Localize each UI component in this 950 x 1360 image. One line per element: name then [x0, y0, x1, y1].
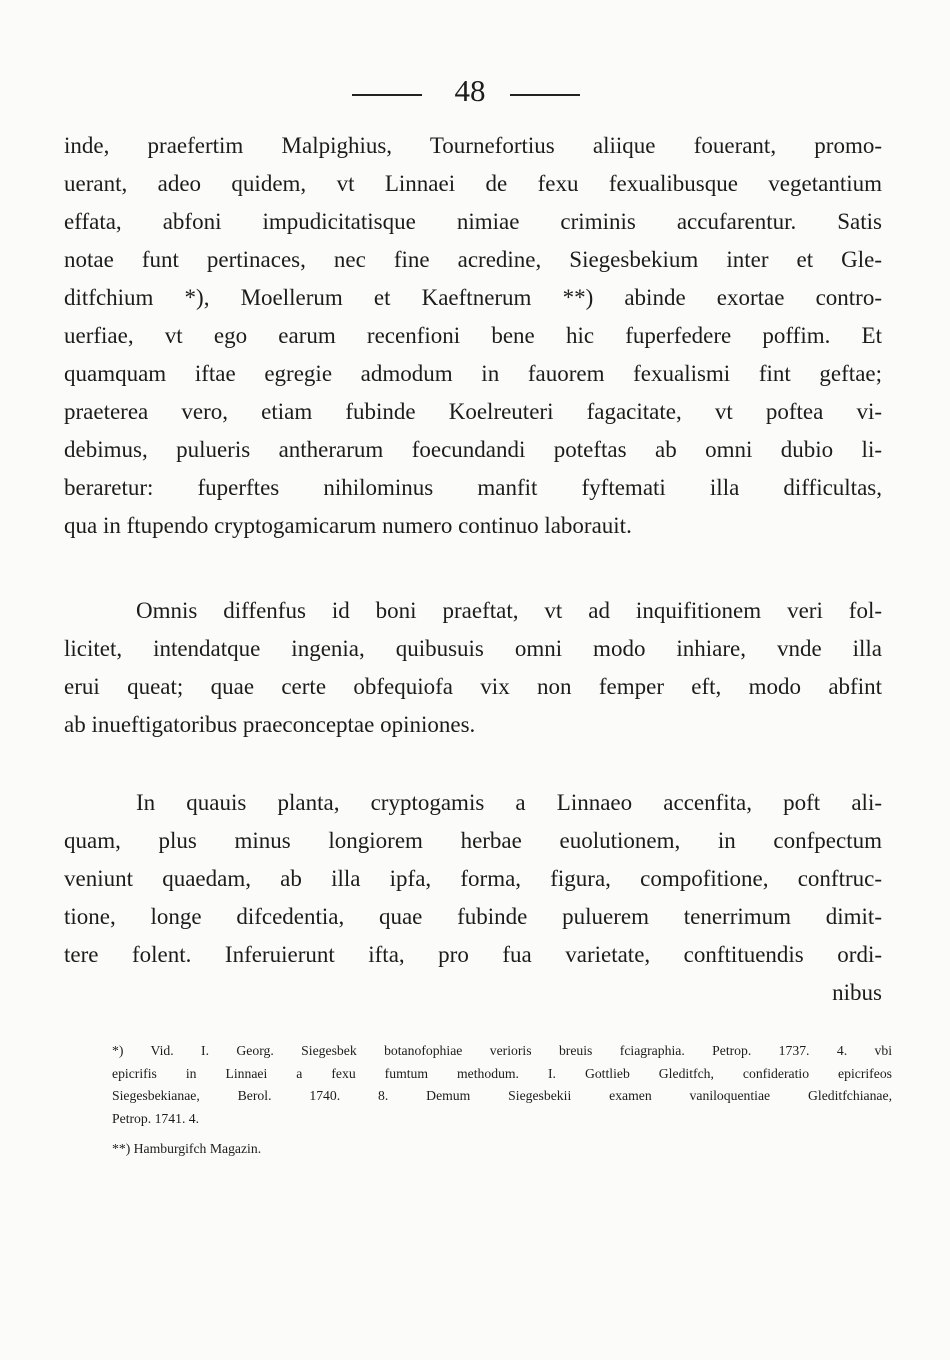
footnote-line: Siegesbekianae, Berol. 1740. 8. Demum Siegesbekii examen vaniloquentiae Gleditfchianae,: [112, 1088, 892, 1103]
text-line: inde, praefertim Malpighius, Tournefortius aliique fouerant, promo-: [64, 133, 882, 158]
text-line: tione, longe difcedentia, quae fubinde puluerem tenerrimum dimit-: [64, 904, 882, 929]
catchword: nibus: [832, 980, 882, 1005]
text-line: quamquam iftae egregie admodum in fauorem fexualismi fint geftae;: [64, 361, 882, 386]
text-line: praeterea vero, etiam fubinde Koelreuteri fagacitate, vt poftea vi-: [64, 399, 882, 424]
footnote-line: Petrop. 1741. 4.: [112, 1110, 200, 1126]
text-line: licitet, intendatque ingenia, quibusuis omni modo inhiare, vnde illa: [64, 636, 882, 661]
footnote-line: *) Vid. I. Georg. Siegesbek botanofophiae verioris breuis fciagraphia. Petrop. 1737. 4. vbi: [112, 1043, 892, 1058]
page-header: [0, 70, 950, 110]
text-line: ditfchium *), Moellerum et Kaeftnerum **) abinde exortae contro-: [64, 285, 882, 310]
text-line: beraretur: fuperftes nihilominus manfit fyftemati illa difficultas,: [64, 475, 882, 500]
text-line: Omnis diffenfus id boni praeftat, vt ad inquifitionem veri fol-: [136, 598, 882, 623]
text-line: effata, abfoni impudicitatisque nimiae criminis accufarentur. Satis: [64, 209, 882, 234]
main-paragraph-2: [64, 592, 882, 744]
footnotes: [112, 1040, 892, 1161]
footnote-1: [112, 1040, 892, 1130]
text-line: uerfiae, vt ego earum recenfioni bene hic fuperfedere poffim. Et: [64, 323, 882, 348]
page-number: 48: [454, 73, 486, 108]
main-paragraph-3: [64, 784, 882, 1012]
left-header-rule: [352, 94, 422, 96]
footnote-line: **) Hamburgifch Magazin.: [112, 1141, 262, 1156]
right-header-rule: [510, 94, 580, 96]
text-line: In quauis planta, cryptogamis a Linnaeo accenfita, poft ali-: [136, 790, 882, 815]
footnote-spacing: [112, 1130, 892, 1138]
footnote-line: epicrifis in Linnaei a fexu fumtum methodum. I. Gottlieb Gleditfch, confideratio epicrifeos: [112, 1065, 892, 1081]
text-line: quam, plus minus longiorem herbae euolutionem, in confpectum: [64, 828, 882, 853]
text-line: notae funt pertinaces, nec fine acredine, Siegesbekium inter et Gle-: [64, 247, 882, 272]
text-line: tere folent. Inferuierunt ifta, pro fua varietate, conftituendis ordi-: [64, 942, 882, 967]
text-line: qua in ftupendo cryptogamicarum numero continuo laborauit.: [64, 513, 632, 538]
text-line: ab inueftigatoribus praeconceptae opiniones.: [64, 712, 476, 737]
text-line: uerant, adeo quidem, vt Linnaei de fexu fexualibusque vegetantium: [64, 171, 882, 196]
text-line: veniunt quaedam, ab illa ipfa, forma, figura, compofitione, conftruc-: [64, 866, 882, 891]
text-line: debimus, pulueris antherarum foecundandi poteftas ab omni dubio li-: [64, 437, 882, 462]
main-paragraph-1: [64, 127, 882, 545]
footnote-2: [112, 1138, 892, 1161]
text-line: erui queat; quae certe obfequiofa vix non femper eft, modo abfint: [64, 674, 882, 699]
